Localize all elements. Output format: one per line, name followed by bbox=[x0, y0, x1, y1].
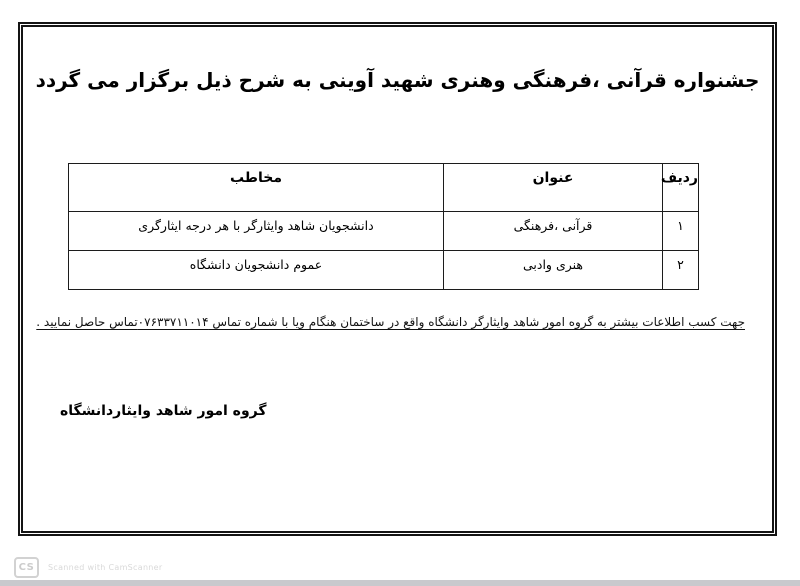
festival-table bbox=[68, 163, 699, 290]
header-cell-mokhatab: مخاطب bbox=[69, 164, 444, 212]
cell-radif: ۲ bbox=[663, 251, 699, 290]
document-page bbox=[21, 25, 774, 533]
cell-mokhatab: عموم دانشجویان دانشگاه bbox=[69, 251, 444, 290]
document-title: جشنواره قرآنی ،فرهنگی وهنری شهید آوینی به شرح ذیل برگزار می گردد bbox=[35, 68, 760, 92]
bottom-gray-bar bbox=[0, 580, 800, 586]
cell-onvan: قرآنی ،فرهنگی bbox=[444, 212, 663, 251]
cell-radif: ۱ bbox=[663, 212, 699, 251]
table-row bbox=[69, 212, 699, 251]
cell-mokhatab: دانشجویان شاهد وایثارگر با هر درجه ایثارگری bbox=[69, 212, 444, 251]
header-cell-radif: ردیف bbox=[663, 164, 699, 212]
signature-line: گروه امور شاهد وایثاردانشگاه bbox=[60, 403, 267, 419]
camscanner-watermark-label: Scanned with CamScanner bbox=[48, 563, 163, 572]
document-page-border bbox=[18, 22, 777, 536]
cell-onvan: هنری وادبی bbox=[444, 251, 663, 290]
camscanner-logo-icon: CS bbox=[14, 557, 39, 578]
table-header-row bbox=[69, 164, 699, 212]
table-row bbox=[69, 251, 699, 290]
contact-note: جهت کسب اطلاعات بیشتر به گروه امور شاهد وایثارگر دانشگاه واقع در ساختمان هنگام ویا با شماره تماس ۰۷۶۳۳۷۱۱۰۱۴تماس حاصل نمایید . bbox=[36, 315, 745, 329]
camscanner-watermark bbox=[14, 557, 163, 578]
header-cell-onvan: عنوان bbox=[444, 164, 663, 212]
